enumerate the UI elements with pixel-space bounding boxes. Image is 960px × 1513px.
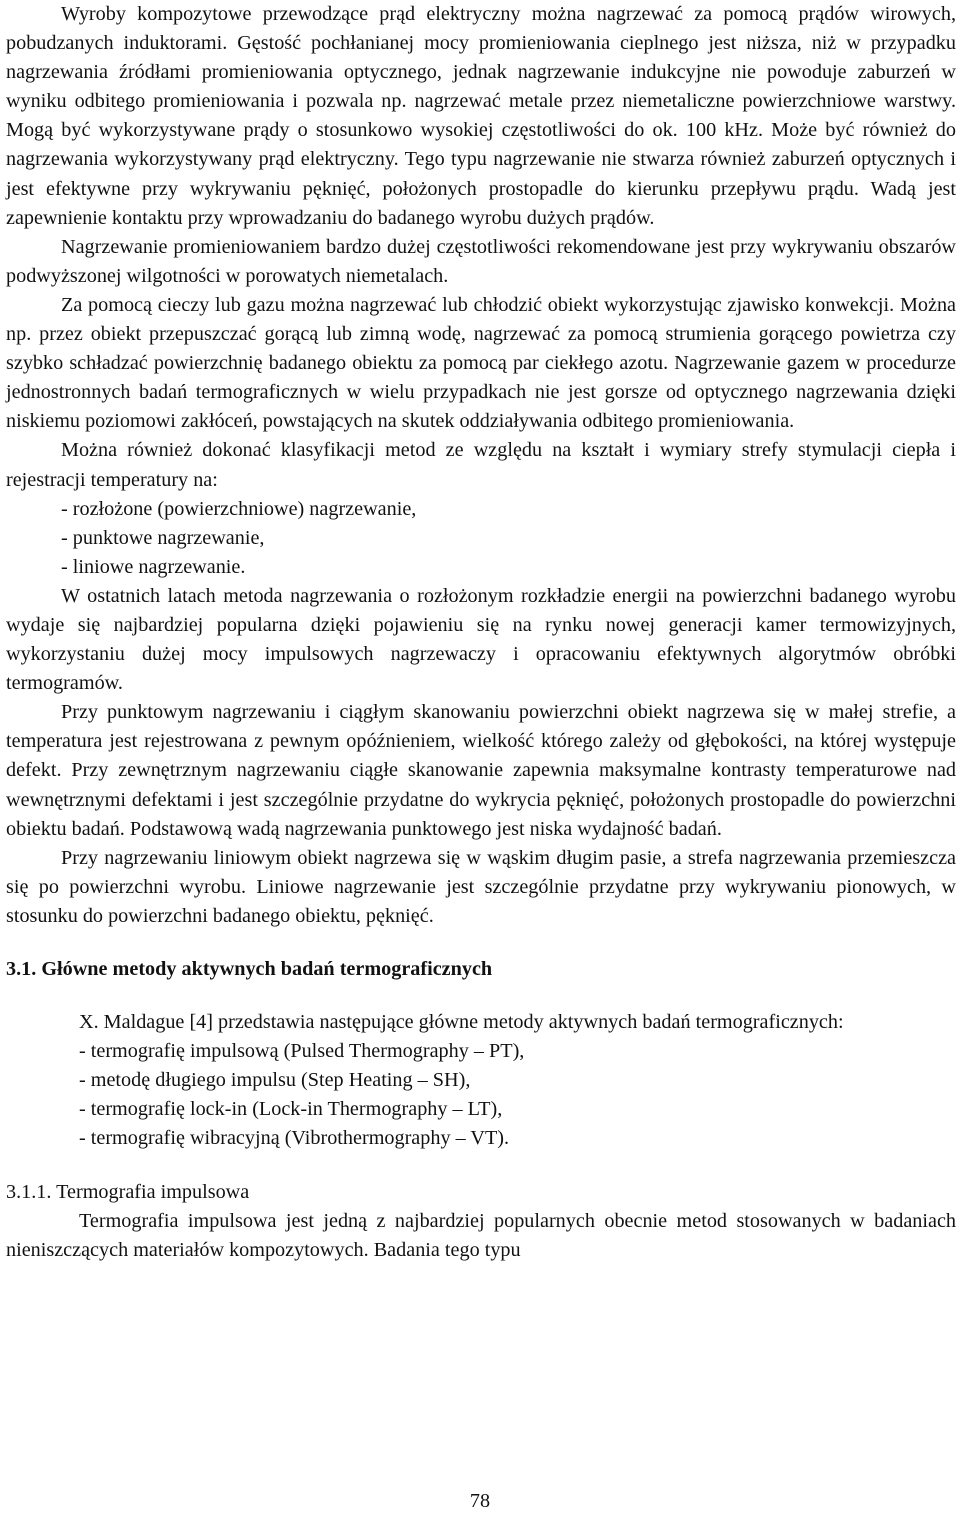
- section-heading: 3.1. Główne metody aktywnych badań termograficznych: [6, 958, 493, 980]
- subsection-heading: 3.1.1. Termografia impulsowa: [6, 1180, 250, 1203]
- paragraph-microwave-heating: Nagrzewanie promieniowaniem bardzo dużej częstotliwości rekomendowane jest przy wykrywaniu obszarów podwyższonej wilgotności w porowatych niemetalach.: [6, 235, 956, 287]
- list-item: - metodę długiego impulsu (Step Heating – SH),: [79, 1069, 471, 1092]
- paragraph-induction-heating: Wyroby kompozytowe przewodzące prąd elektryczny można nagrzewać za pomocą prądów wirowych, pobudzanych induktorami. Gęstość pochłanianej mocy promieniowania cieplnego jest niższa, niż w przypadku nagrzewania źródłami promieniowania optycznego, jednak nagrzewanie indukcyjne nie powoduje zaburzeń w wyniku odbitego promieniowania i pozwala np. nagrzewać metale przez niemetaliczne powierzchniowe warstwy. Mogą być wykorzystywane prądy o stosunkowo wysokiej częstotliwości do ok. 100 kHz. Może być również do nagrzewania wykorzystywany prąd elektryczny. Tego typu nagrzewanie nie stwarza również zaburzeń optycznych i jest efektywne przy wykrywaniu pęknięć, położonych prostopadle do kierunku przepływu prądu. Wadą jest zapewnienie kontaktu przy wprowadzaniu do badanego wyrobu dużych prądów.: [6, 3, 956, 229]
- list-item: - termografię lock-in (Lock-in Thermography – LT),: [79, 1098, 503, 1121]
- list-item: - liniowe nagrzewanie.: [61, 555, 246, 578]
- paragraph-pulsed-thermography: Termografia impulsowa jest jedną z najbardziej popularnych obecnie metod stosowanych w badaniach nieniszczących materiałów kompozytowych. Badania tego typu: [6, 1209, 956, 1261]
- list-item: - termografię impulsową (Pulsed Thermography – PT),: [79, 1040, 525, 1063]
- methods-list: [6, 1037, 956, 1153]
- list-item: - punktowe nagrzewanie,: [61, 526, 265, 549]
- page-number: 78: [469, 1490, 491, 1512]
- list-item: - rozłożone (powierzchniowe) nagrzewanie,: [61, 497, 417, 520]
- paragraph-distributed-heating: W ostatnich latach metoda nagrzewania o rozłożonym rozkładzie energii na powierzchni badanego wyrobu wydaje się najbardziej popularna dzięki pojawieniu się na rynku nowej generacji kamer termowizyjnych, wykorzystaniu dużej mocy impulsowych nagrzewaczy i opracowaniu efektywnych algorytmów obróbki termogramów.: [6, 584, 956, 695]
- paragraph-classification: Można również dokonać klasyfikacji metod ze względu na kształt i wymiary strefy stymulacji ciepła i rejestracji temperatury na:: [6, 439, 956, 491]
- paragraph-point-heating: Przy punktowym nagrzewaniu i ciągłym skanowaniu powierzchni obiekt nagrzewa się w małej strefie, a temperatura jest rejestrowana z pewnym opóźnieniem, wielkość którego zależy od głębokości, na której występuje defekt. Przy zewnętrznym nagrzewaniu ciągłe skanowanie zapewnia maksymalne kontrasty temperaturowe nad wewnętrznymi defektami i jest szczególnie przydatne do wykrycia pęknięć, położonych prostopadle do powierzchni obiektu badań. Podstawową wadą nagrzewania punktowego jest niska wydajność badań.: [6, 701, 956, 840]
- paragraph-line-heating: Przy nagrzewaniu liniowym obiekt nagrzewa się w wąskim długim pasie, a strefa nagrzewania przemieszcza się po powierzchni wyrobu. Liniowe nagrzewanie jest szczególnie przydatne przy wykrywaniu pionowych, w stosunku do powierzchni badanego obiektu, pęknięć.: [6, 846, 956, 927]
- paragraph-convection-heating: Za pomocą cieczy lub gazu można nagrzewać lub chłodzić obiekt wykorzystując zjawisko konwekcji. Można np. przez obiekt przepuszczać gorącą lub zimną wodę, nagrzewać za pomocą strumienia gorącego powietrza czy szybko schładzać powierzchnię badanego obiektu za pomocą par ciekłego azotu. Nagrzewanie gazem w procedurze jednostronnych badań termograficznych w wielu przypadkach nie jest gorsze od optycznego nagrzewania dzięki niskiemu poziomowi zakłóceń, powstających na skutek oddziaływania odbitego promieniowania.: [6, 293, 956, 433]
- document-page: [6, 0, 956, 1265]
- list-item: - termografię wibracyjną (Vibrothermography – VT).: [79, 1127, 510, 1150]
- paragraph-maldague: X. Maldague [4] przedstawia następujące główne metody aktywnych badań termograficznych:: [79, 1011, 844, 1034]
- heating-types-list: [6, 495, 956, 582]
